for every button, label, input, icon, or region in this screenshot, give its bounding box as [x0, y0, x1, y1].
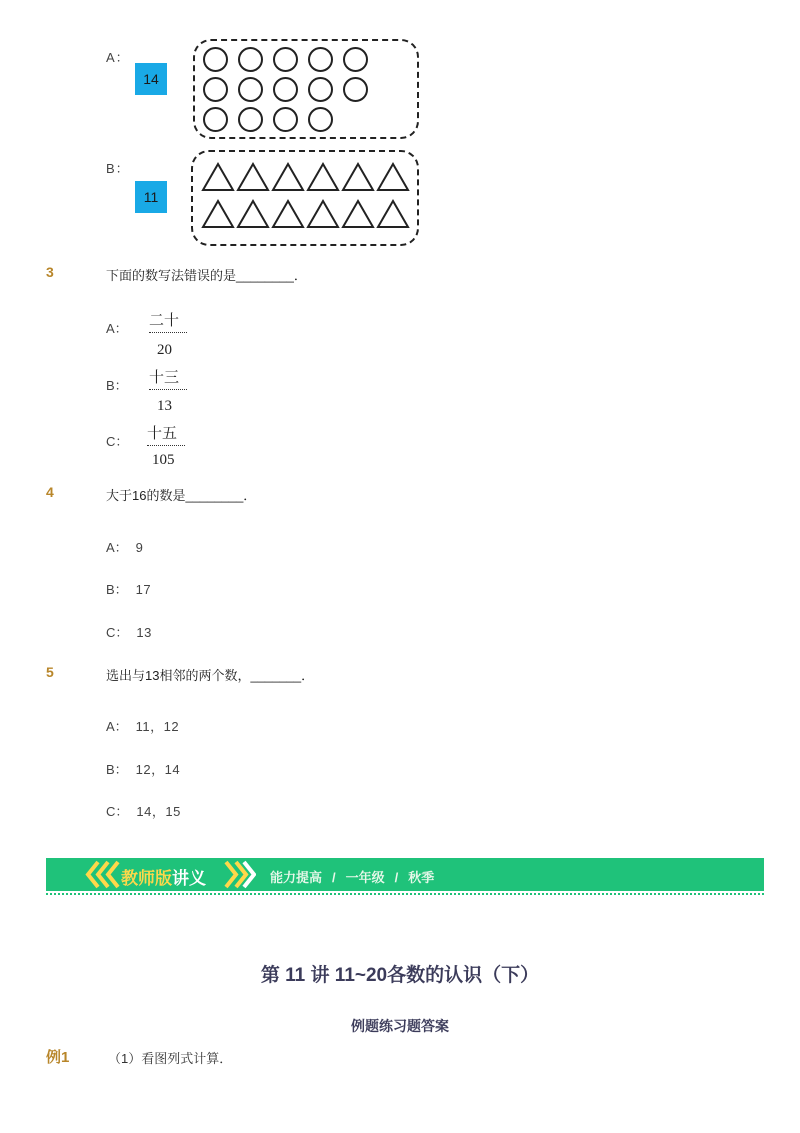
circle-shape [203, 47, 228, 72]
triangle-shape [343, 201, 373, 227]
option-value: 13 [136, 625, 152, 640]
circle-shape [273, 47, 298, 72]
question-text: 下面的数写法错误的是________． [106, 268, 307, 283]
triangle-shape [273, 201, 303, 227]
triangles-group-box [191, 150, 419, 246]
banner-dotted-divider [46, 893, 764, 895]
circle-shape [238, 47, 263, 72]
q3-option-a-letter: A： [106, 321, 128, 336]
circle-shape [308, 47, 333, 72]
q5-option-a[interactable] [106, 716, 179, 735]
option-letter: C： [106, 625, 129, 640]
q3-option-c-chinese: 十五 [147, 422, 185, 446]
triangle-shape [238, 201, 268, 227]
triangle-shape [308, 164, 338, 190]
question-number: 4 [46, 484, 54, 500]
circle-shape [203, 77, 228, 102]
circle-shape [308, 77, 333, 102]
q5-option-c[interactable] [106, 801, 181, 820]
circle-shape [273, 77, 298, 102]
q4-option-b[interactable] [106, 579, 151, 598]
banner-title [121, 864, 206, 889]
q4-option-c[interactable] [106, 622, 152, 641]
triangle-shape [238, 164, 268, 190]
left-chevrons-icon [84, 858, 120, 891]
q2-option-a-letter: A： [106, 50, 130, 65]
option-letter: B： [106, 762, 128, 777]
triangle-shape [203, 201, 233, 227]
right-chevrons-icon [224, 858, 256, 891]
option-letter: A： [106, 719, 128, 734]
circle-shape [343, 77, 368, 102]
breadcrumb-item: 秋季 [408, 870, 435, 885]
q2-option-b-letter: B： [106, 161, 130, 176]
question-number: 5 [46, 664, 54, 680]
triangles-svg [193, 152, 417, 244]
question-number: 3 [46, 264, 54, 280]
q5-option-b[interactable] [106, 759, 180, 778]
option-value: 11，12 [135, 719, 180, 734]
breadcrumb-separator: / [394, 870, 399, 885]
lecture-title: 第 11 讲 11~20各数的认识（下） [260, 965, 540, 986]
option-value: 9 [135, 540, 144, 555]
option-letter: A： [106, 540, 128, 555]
option-letter: C： [106, 804, 129, 819]
circle-shape [238, 77, 263, 102]
q3-option-c-letter: C： [106, 434, 129, 449]
circle-shape [343, 47, 368, 72]
triangle-shape [273, 164, 303, 190]
breadcrumb-item: 能力提高 [270, 870, 323, 885]
option-value: 17 [135, 582, 152, 597]
option-value: 14，15 [136, 804, 181, 819]
q2-option-a-number-box: 14 [135, 63, 167, 95]
triangle-shape [378, 201, 408, 227]
q3-option-b-chinese: 十三 [149, 366, 187, 390]
q3-option-a-digits: 20 [157, 342, 172, 358]
question-text: 大于16的数是________． [106, 488, 257, 503]
answers-heading: 例题练习题答案 [351, 1018, 449, 1034]
q3-option-b-digits: 13 [157, 398, 172, 414]
triangle-shape [203, 164, 233, 190]
circle-shape [238, 107, 263, 132]
banner-title-part2: 讲义 [172, 869, 206, 888]
circle-shape [273, 107, 298, 132]
q2-option-b-number-box: 11 [135, 181, 167, 213]
circle-shape [308, 107, 333, 132]
triangle-shape [308, 201, 338, 227]
triangle-shape [378, 164, 408, 190]
breadcrumb-separator: / [332, 870, 336, 885]
q3-option-b-letter: B： [106, 378, 128, 393]
triangle-shape [343, 164, 373, 190]
example-label: 例1 [46, 1049, 70, 1066]
breadcrumb-item: 一年级 [345, 870, 385, 885]
banner-title-part1: 教师版 [121, 869, 172, 888]
q3-option-a-chinese: 二十 [149, 309, 187, 333]
banner-breadcrumb [270, 867, 434, 886]
section-banner [46, 858, 764, 891]
circles-group-box [193, 39, 419, 139]
option-letter: B： [106, 582, 128, 597]
example-text: （1）看图列式计算． [108, 1051, 233, 1066]
q3-option-c-digits: 105 [152, 452, 175, 468]
option-value: 12，14 [135, 762, 181, 777]
q4-option-a[interactable] [106, 537, 143, 556]
circle-shape [203, 107, 228, 132]
question-text: 选出与13相邻的两个数，_______． [106, 668, 315, 683]
